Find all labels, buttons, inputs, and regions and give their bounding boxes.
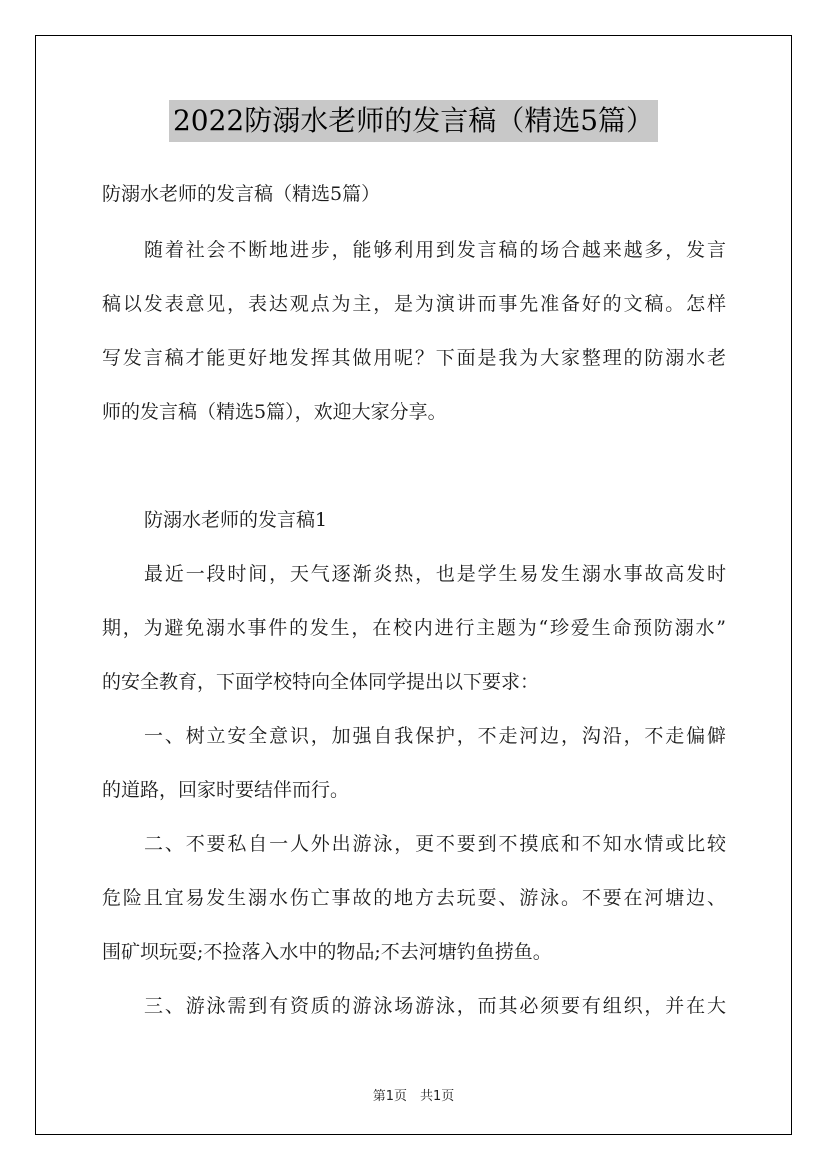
paragraph-line: 写发言稿才能更好地发挥其做用呢？下面是我为大家整理的防溺水老 [102, 347, 726, 369]
paragraph-line: 二、不要私自一人外出游泳，更不要到不摸底和不知水情或比较 [144, 833, 726, 855]
paragraph-line: 最近一段时间，天气逐渐炎热，也是学生易发生溺水事故高发时 [144, 563, 726, 585]
paragraph-line: 的安全教育，下面学校特向全体同学提出以下要求： [102, 671, 540, 693]
paragraph-line: 一、树立安全意识，加强自我保护，不走河边，沟沿，不走偏僻 [144, 725, 726, 747]
page-number-footer: 第1页 共1页 [372, 1089, 455, 1104]
paragraph-line: 随着社会不断地进步，能够利用到发言稿的场合越来越多，发言 [144, 239, 726, 261]
paragraph-line: 危险且宜易发生溺水伤亡事故的地方去玩耍、游泳。不要在河塘边、 [102, 887, 726, 909]
paragraph-line: 围矿坝玩耍;不捡落入水中的物品;不去河塘钓鱼捞鱼。 [102, 941, 552, 963]
title-container [0, 100, 827, 142]
paragraph-line: 师的发言稿（精选5篇），欢迎大家分享。 [102, 401, 447, 423]
paragraph-line: 三、游泳需到有资质的游泳场游泳，而其必须要有组织，并在大 [144, 995, 726, 1017]
document-title: 2022防溺水老师的发言稿（精选5篇） [169, 100, 658, 142]
paragraph-line: 的道路，回家时要结伴而行。 [102, 779, 350, 801]
paragraph-line: 稿以发表意见，表达观点为主，是为演讲而事先准备好的文稿。怎样 [102, 293, 726, 315]
paragraph-line: 期，为避免溺水事件的发生，在校内进行主题为“珍爱生命预防溺水” [102, 617, 726, 639]
subtitle-line: 防溺水老师的发言稿（精选5篇） [102, 183, 381, 205]
section-heading: 防溺水老师的发言稿1 [144, 509, 328, 531]
